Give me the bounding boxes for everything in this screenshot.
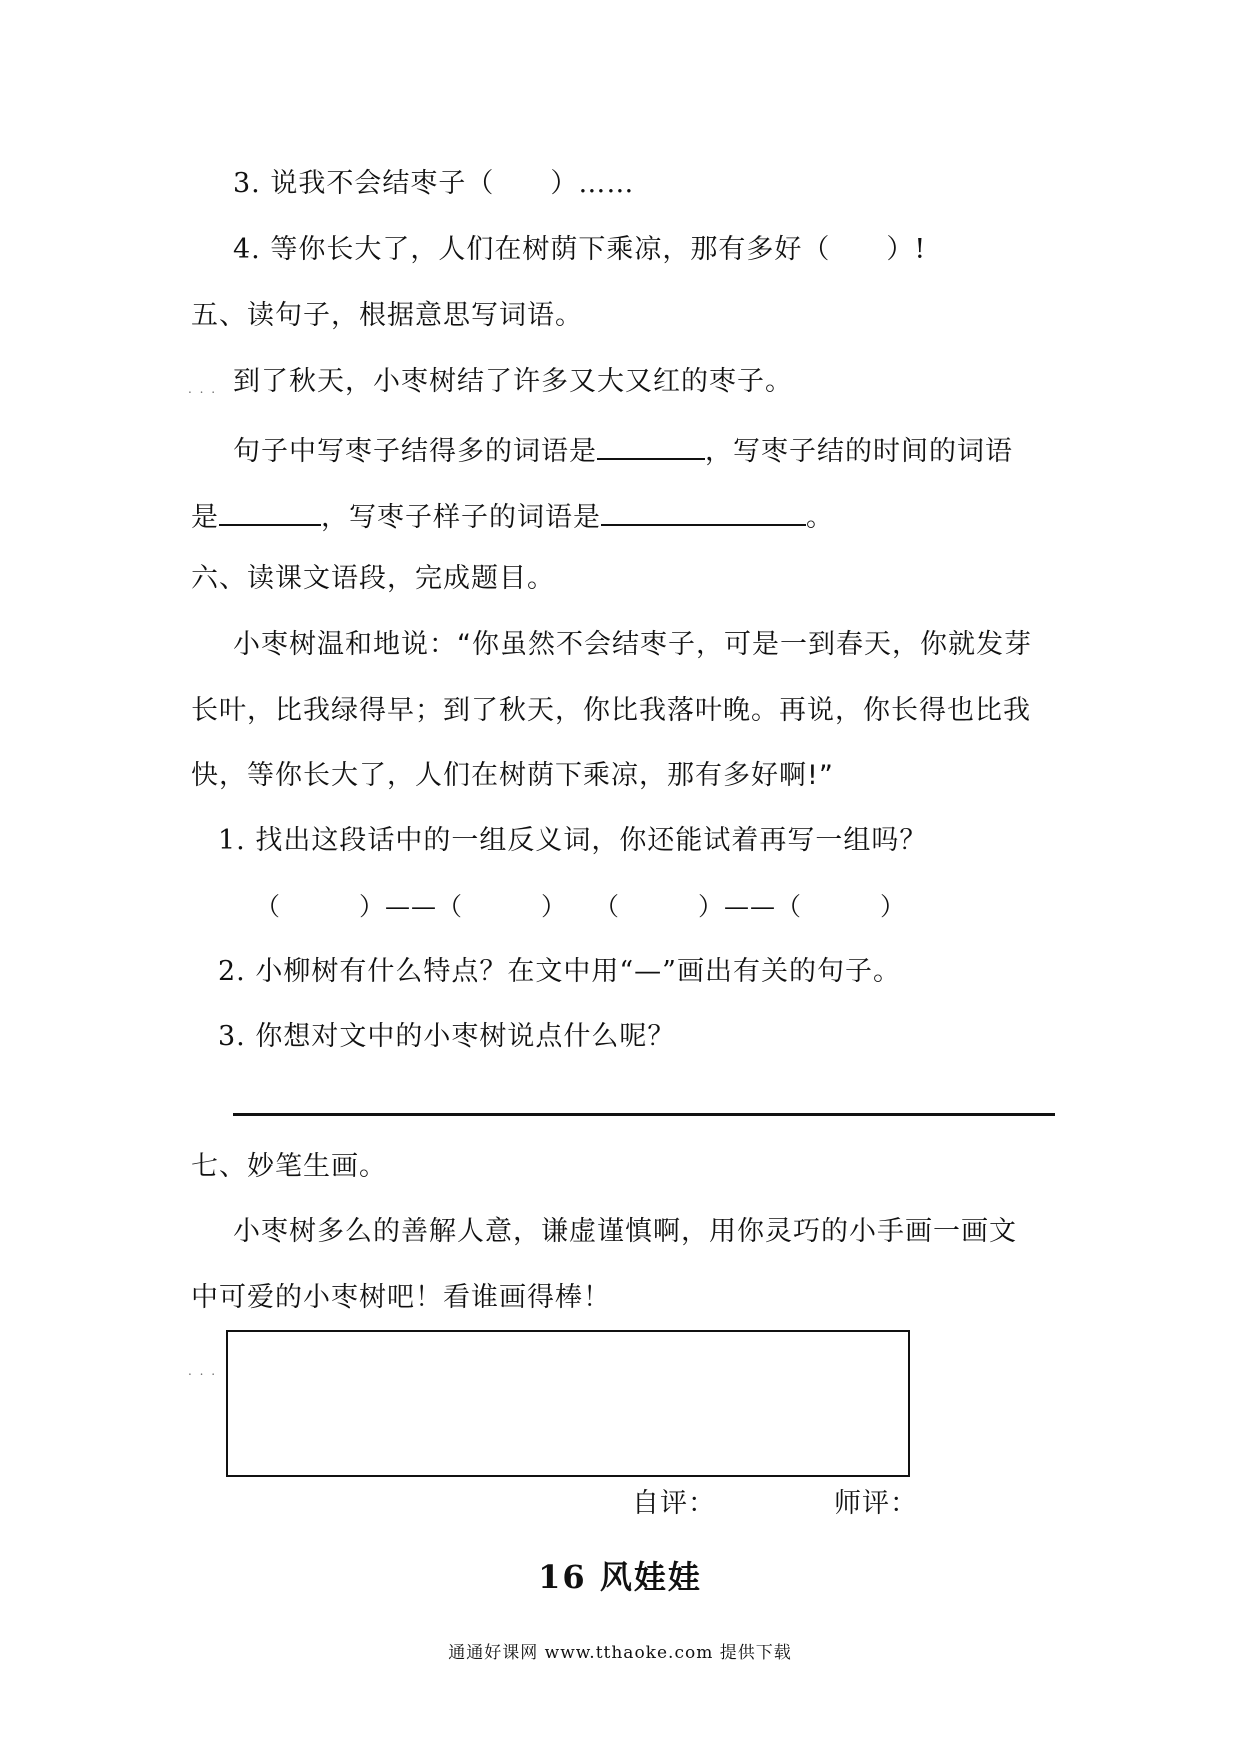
question-3: 3. 说我不会结枣子（ ）…… [233,168,635,199]
prompt-text: 是 [191,502,219,533]
passage-line-1: 小枣树温和地说：“你虽然不会结枣子，可是一到春天，你就发芽 [233,629,1032,660]
page-footer: 通通好课网 www.tthaoke.com 提供下载 [448,1643,792,1663]
answer-blank[interactable] [597,430,705,460]
passage-line-2: 长叶，比我绿得早；到了秋天，你比我落叶晚。再说，你长得也比我 [191,695,1031,726]
margin-dots: . . . [188,382,218,396]
next-lesson-title: 16 风娃娃 [538,1558,702,1596]
answer-line[interactable] [233,1113,1055,1116]
section-5-heading: 五、读句子，根据意思写词语。 [191,300,583,331]
antonym-pairs[interactable]: （ ）——（ ） （ ）——（ ） [255,892,907,921]
self-evaluation-label: 自评： [632,1488,716,1519]
passage-line-3: 快，等你长大了，人们在树荫下乘凉，那有多好啊!” [191,760,834,791]
prompt-text: 句子中写枣子结得多的词语是 [233,436,597,467]
section-7-text-2: 中可爱的小枣树吧！看谁画得棒！ [191,1282,611,1313]
teacher-evaluation-label: 师评： [834,1488,918,1519]
section-5-sentence: 到了秋天，小枣树结了许多又大又红的枣子。 [233,366,793,397]
prompt-text: ，写枣子样子的词语是 [321,502,601,533]
prompt-text: ，写枣子结的时间的词语 [705,436,1013,467]
margin-dots: . . . [188,1364,218,1378]
drawing-box[interactable] [226,1330,910,1477]
section-7-text-1: 小枣树多么的善解人意，谦虚谨慎啊，用你灵巧的小手画一画文 [233,1216,1017,1247]
section-6-heading: 六、读课文语段，完成题目。 [191,563,555,594]
section-6-question-3: 3. 你想对文中的小枣树说点什么呢？ [218,1021,676,1052]
answer-blank[interactable] [601,496,806,526]
section-7-heading: 七、妙笔生画。 [191,1151,387,1182]
section-5-prompt-line-1 [233,430,1013,470]
question-4: 4. 等你长大了，人们在树荫下乘凉，那有多好（ ）! [233,234,927,265]
section-5-prompt-line-2 [191,496,834,536]
section-6-question-2: 2. 小柳树有什么特点？在文中用“—”画出有关的句子。 [218,956,901,987]
answer-blank[interactable] [219,496,321,526]
section-6-question-1: 1. 找出这段话中的一组反义词，你还能试着再写一组吗？ [218,825,928,856]
prompt-text: 。 [806,502,834,533]
